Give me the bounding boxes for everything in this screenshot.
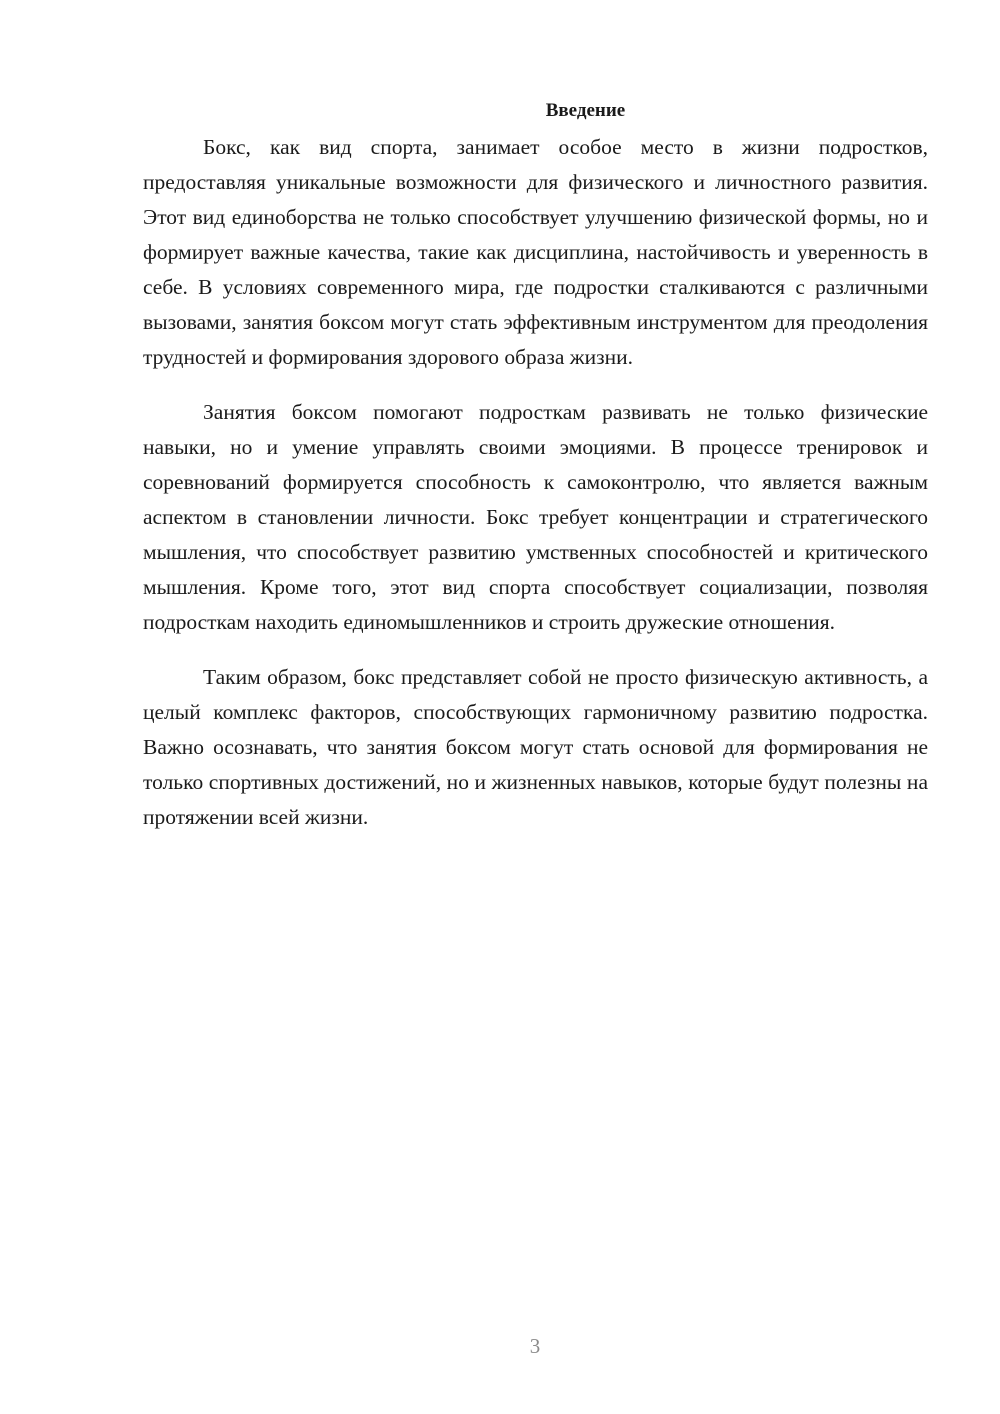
page-content bbox=[143, 97, 928, 855]
paragraph-1: Бокс, как вид спорта, занимает особое место в жизни подростков, предоставляя уникальные возможности для физического и личностного развития. Этот вид единоборства не только способствует улучшению физической формы, но и формирует важные качества, такие как дисциплина, настойчивость и уверенность в себе. В условиях современного мира, где подростки сталкиваются с различными вызовами, занятия боксом могут стать эффективным инструментом для преодоления трудностей и формирования здорового образа жизни. bbox=[143, 135, 928, 369]
paragraph-2: Занятия боксом помогают подросткам развивать не только физические навыки, но и умение управлять своими эмоциями. В процессе тренировок и соревнований формируется способность к самоконтролю, что является важным аспектом в становлении личности. Бокс требует концентрации и стратегического мышления, что способствует развитию умственных способностей и критического мышления. Кроме того, этот вид спорта способствует социализации, позволяя подросткам находить единомышленников и строить дружеские отношения. bbox=[143, 400, 928, 634]
page-number: 3 bbox=[529, 1334, 541, 1358]
paragraph-3: Таким образом, бокс представляет собой не просто физическую активность, а целый комплекс факторов, способствующих гармоничному развитию подростка. Важно осознавать, что занятия боксом могут стать основой для формирования не только спортивных достижений, но и жизненных навыков, которые будут полезны на протяжении всей жизни. bbox=[143, 665, 928, 829]
section-heading: Введение bbox=[545, 100, 626, 121]
